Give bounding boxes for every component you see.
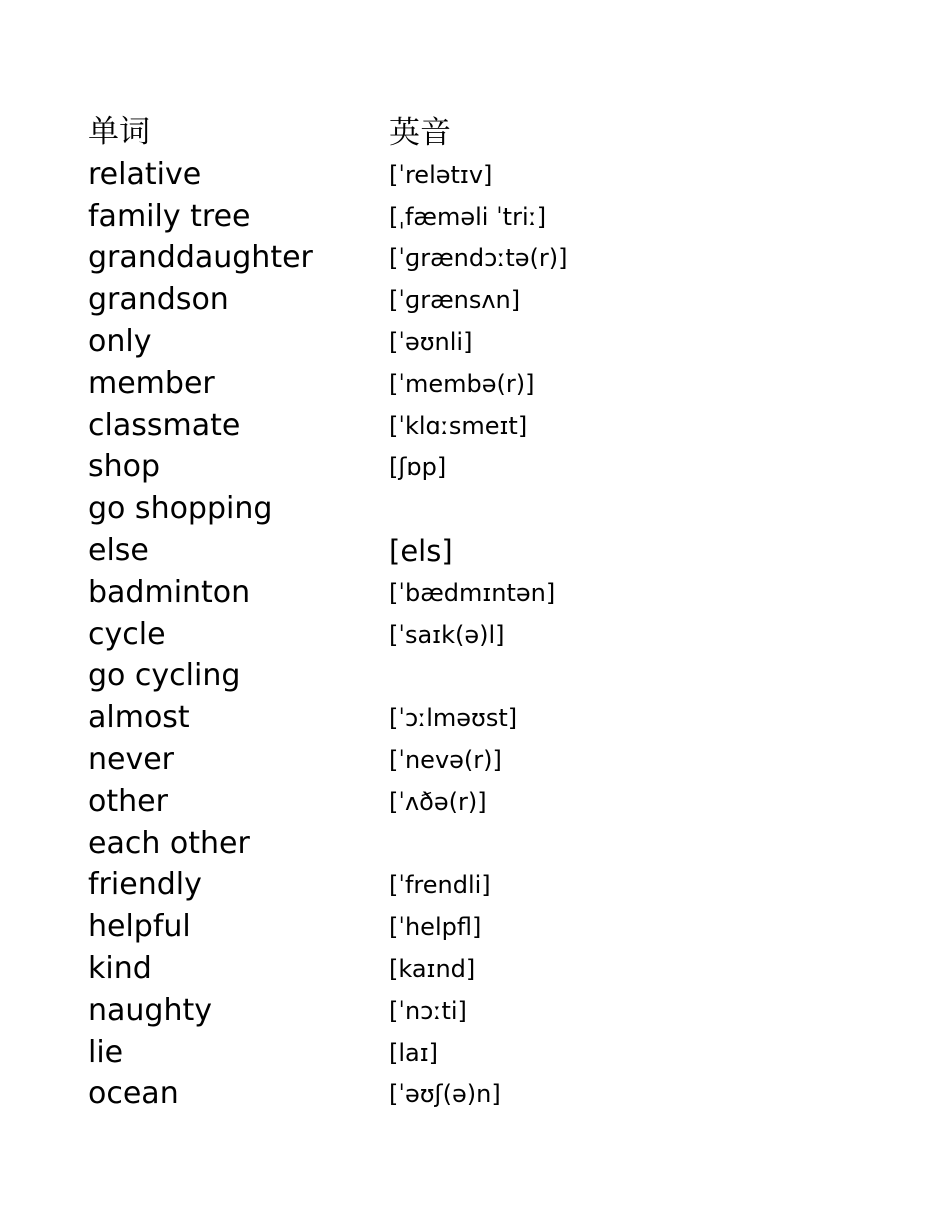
vocab-row bbox=[88, 279, 648, 321]
vocab-phonetic: [ˈnɔːti] bbox=[389, 996, 467, 1025]
vocab-word: granddaughter bbox=[88, 240, 313, 276]
vocab-word: member bbox=[88, 365, 215, 401]
vocab-phonetic: [kaɪnd] bbox=[389, 954, 476, 983]
vocab-word: relative bbox=[88, 156, 202, 192]
vocab-phonetic: [ˈsaɪk(ə)l] bbox=[389, 620, 505, 649]
vocab-word: shop bbox=[88, 449, 161, 485]
vocab-row bbox=[88, 154, 648, 196]
vocab-row bbox=[88, 781, 648, 823]
vocab-phonetic: [ˈklɑːsmeɪt] bbox=[389, 411, 528, 440]
vocab-phonetic: [laɪ] bbox=[389, 1038, 439, 1067]
vocab-phonetic: [ˈɔːlməʊst] bbox=[389, 704, 518, 733]
vocab-row bbox=[88, 196, 648, 238]
vocab-word: never bbox=[88, 741, 175, 777]
vocab-phonetic: [ˈəʊnli] bbox=[389, 327, 473, 356]
vocab-word: almost bbox=[88, 700, 190, 736]
vocab-word: other bbox=[88, 783, 168, 819]
vocab-phonetic: [ˈrelətɪv] bbox=[389, 160, 493, 189]
vocab-phonetic: [ˈʌðə(r)] bbox=[389, 787, 487, 816]
vocab-row bbox=[88, 530, 648, 572]
vocab-row bbox=[88, 697, 648, 739]
vocab-word: cycle bbox=[88, 616, 166, 652]
vocab-row bbox=[88, 823, 648, 865]
vocab-word: friendly bbox=[88, 867, 202, 903]
vocab-phonetic: [ˈhelpfl] bbox=[389, 913, 482, 942]
vocab-row bbox=[88, 572, 648, 614]
vocab-word: ocean bbox=[88, 1076, 179, 1112]
vocab-row bbox=[88, 906, 648, 948]
vocab-row bbox=[88, 864, 648, 906]
vocab-phonetic: [ˌfæməli ˈtriː] bbox=[389, 202, 547, 231]
vocab-word: classmate bbox=[88, 407, 241, 443]
vocab-row bbox=[88, 990, 648, 1032]
vocab-row bbox=[88, 614, 648, 656]
vocab-row bbox=[88, 237, 648, 279]
vocab-phonetic: [ˈəʊʃ(ə)n] bbox=[389, 1080, 501, 1109]
vocab-word: kind bbox=[88, 950, 152, 986]
vocab-word: go shopping bbox=[88, 491, 273, 527]
vocab-phonetic: [ˈɡrændɔːtə(r)] bbox=[389, 244, 568, 273]
vocab-row bbox=[88, 405, 648, 447]
vocab-row bbox=[88, 1032, 648, 1074]
vocab-phonetic: [ˈbædmɪntən] bbox=[389, 578, 556, 607]
vocab-row bbox=[88, 321, 648, 363]
phonetic-column-header: 英音 bbox=[389, 115, 451, 151]
vocab-row bbox=[88, 363, 648, 405]
vocab-word: lie bbox=[88, 1034, 124, 1070]
vocab-word: naughty bbox=[88, 992, 212, 1028]
vocab-word: else bbox=[88, 532, 149, 568]
vocab-row bbox=[88, 488, 648, 530]
vocab-word: family tree bbox=[88, 198, 251, 234]
vocab-word: helpful bbox=[88, 909, 191, 945]
vocab-phonetic: [ˈfrendli] bbox=[389, 871, 491, 900]
vocab-row bbox=[88, 948, 648, 990]
vocab-row bbox=[88, 1073, 648, 1115]
vocab-phonetic: [ˈɡrænsʌn] bbox=[389, 286, 521, 315]
vocab-phonetic: [ˈmembə(r)] bbox=[389, 369, 535, 398]
vocab-word: only bbox=[88, 323, 152, 359]
vocab-phonetic: [els] bbox=[389, 533, 453, 568]
vocab-row bbox=[88, 739, 648, 781]
vocab-word: grandson bbox=[88, 282, 229, 318]
word-column-header: 单词 bbox=[88, 114, 150, 150]
vocab-phonetic: [ˈnevə(r)] bbox=[389, 745, 502, 774]
vocabulary-list bbox=[88, 112, 648, 1115]
vocab-row bbox=[88, 446, 648, 488]
vocab-row bbox=[88, 655, 648, 697]
vocab-word: go cycling bbox=[88, 658, 241, 694]
vocab-phonetic: [ʃɒp] bbox=[389, 453, 447, 482]
vocab-word: each other bbox=[88, 825, 250, 861]
vocab-word: badminton bbox=[88, 574, 251, 610]
header-row bbox=[88, 112, 648, 154]
